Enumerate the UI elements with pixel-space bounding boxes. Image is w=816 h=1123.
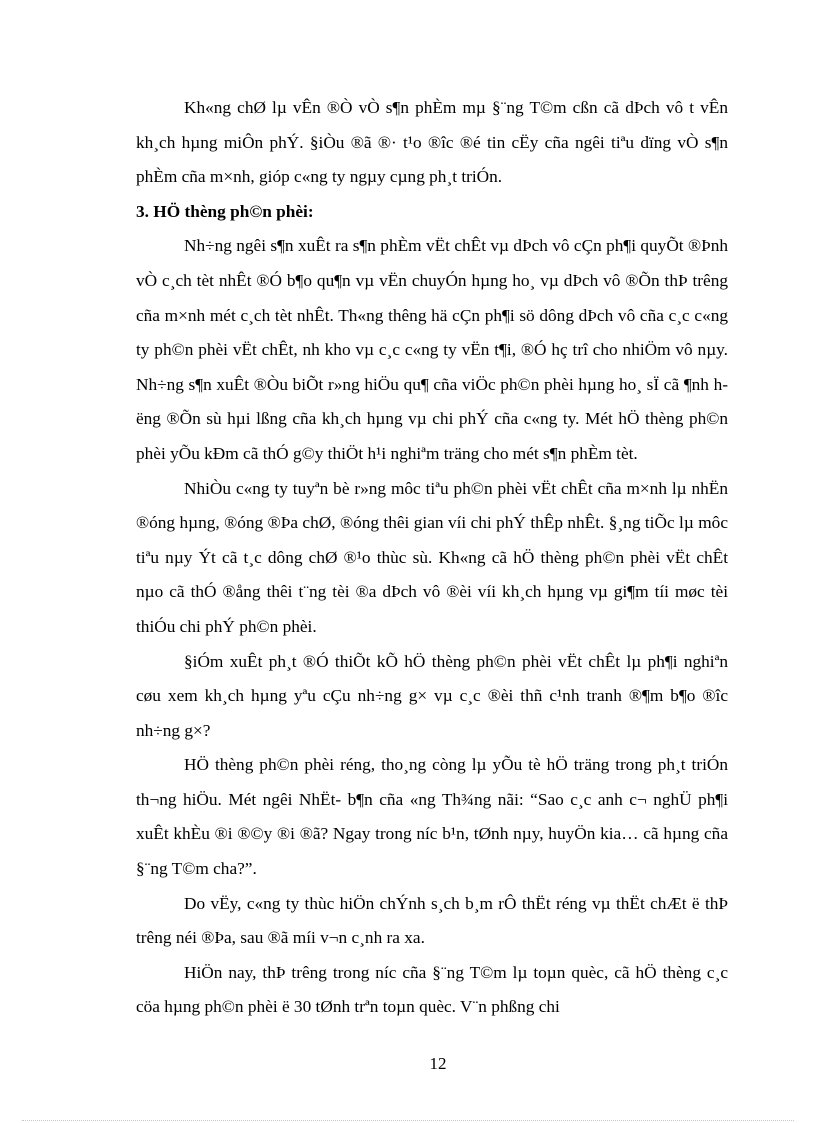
- paragraph-3: §iÓm xuÊt ph¸t ®Ó thiÕt kÕ hÖ thèng ph©n phèi vËt chÊt lµ ph¶i nghiªn cøu xem kh¸ch hµng yªu cÇu nh÷ng g× vµ c¸c ®èi thñ c¹nh tranh ®¶m b¶o ®îc nh÷ng g×?: [136, 651, 728, 740]
- paragraph-5: Do vËy, c«ng ty thùc hiÖn chÝnh s¸ch b¸m rÔ thËt réng vµ thËt chÆt ë thÞ trêng néi ®Þa, sau ®ã míi v¬n c¸nh ra xa.: [136, 893, 728, 948]
- paragraph-intro: Kh«ng chØ lµ vÊn ®Ò vÒ s¶n phÈm mµ §¨ng T©m cßn cã dÞch vô t vÊn kh¸ch hµng miÔn phÝ. §iÒu ®ã ®· t¹o ®îc ®é tin cËy cña ngêi tiªu dïng vÒ s¶n phÈm cña m×nh, gióp c«ng ty ngµy cµng ph¸t triÓn.: [136, 98, 728, 187]
- section-heading: 3. HÖ thèng ph©n phèi:: [136, 201, 314, 221]
- page-number: 12: [429, 1054, 447, 1073]
- body-text: [136, 91, 728, 1025]
- paragraph-2: NhiÒu c«ng ty tuyªn bè r»ng môc tiªu ph©n phèi vËt chÊt cña m×nh lµ nhËn ®óng hµng, ®óng ®Þa chØ, ®óng thêi gian víi chi phÝ thÊp nhÊt. §¸ng tiÕc lµ môc tiªu nµy Ýt cã t¸c dông chØ ®¹o thùc sù. Kh«ng cã hÖ thèng ph©n phèi vËt chÊt nµo cã thÓ ®ång thêi t¨ng tèi ®a dÞch vô ®èi víi kh¸ch hµng vµ gi¶m tíi møc tèi thiÓu chi phÝ ph©n phèi.: [136, 478, 728, 636]
- paragraph-4: HÖ thèng ph©n phèi réng, tho¸ng còng lµ yÕu tè hÖ träng trong ph¸t triÓn th¬ng hiÖu. Mét ngêi NhËt- b¶n cña «ng Th¾ng nãi: “Sao c¸c anh c¬ nghÜ ph¶i xuÊt khÈu ®i ®©y ®i ®ã? Ngay trong níc b¹n, tØnh nµy, huyÖn kia… cã hµng cña §¨ng T©m cha?”.: [136, 755, 728, 879]
- page-bottom-edge: [22, 1120, 794, 1121]
- paragraph-1: Nh÷ng ngêi s¶n xuÊt ra s¶n phÈm vËt chÊt vµ dÞch vô cÇn ph¶i quyÕt ®Þnh vÒ c¸ch tèt nhÊt ®Ó b¶o qu¶n vµ vËn chuyÓn hµng ho¸ vµ dÞch vô ®Õn thÞ trêng cña m×nh mét c¸ch tèt nhÊt. Th«ng thêng hä cÇn ph¶i sö dông dÞch vô cña c¸c c«ng ty ph©n phèi vËt chÊt, nh kho vµ c¸c c«ng ty vËn t¶i, ®Ó hç trî cho nhiÖm vô nµy. Nh÷ng s¶n xuÊt ®Òu biÕt r»ng hiÖu qu¶ cña viÖc ph©n phèi hµng ho¸ sÏ cã ¶nh hëng ®Õn sù hµi lßng cña kh¸ch hµng vµ chi phÝ cña c«ng ty. Mét hÖ thèng ph©n phèi yÕu kÐm cã thÓ g©y thiÖt h¹i nghiªm träng cho mét s¶n phÈm tèt.: [136, 236, 728, 463]
- paragraph-6: HiÖn nay, thÞ trêng trong níc cña §¨ng T©m lµ toµn quèc, cã hÖ thèng c¸c cöa hµng ph©n phèi ë 30 tØnh trªn toµn quèc. V¨n phßng chi: [136, 962, 728, 1017]
